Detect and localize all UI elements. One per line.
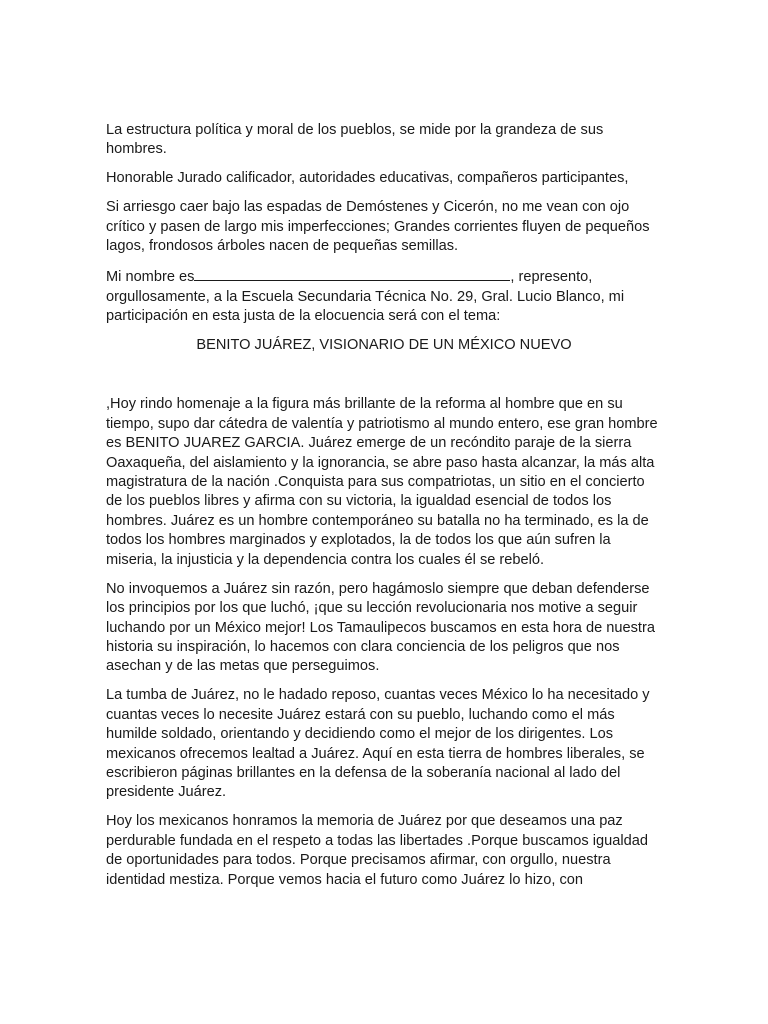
homage-paragraph: ,Hoy rindo homenaje a la figura más brillante de la reforma al hombre que en su tiempo, supo dar cátedra de valentía y patriotismo al mundo entero, ese gran hombre es BENITO JUAREZ GARCIA. Juárez emerge de un recóndito paraje de la sierra Oaxaqueña, del aislamiento y la ignorancia, se abre paso hasta alcanzar, la más alta magistratura de la nación .Conquista para sus compatriotas, un sitio en el concierto de los pueblos libres y afirma con su victoria, la igualdad esencial de todos los hombres. Juárez es un hombre contemporáneo su batalla no ha terminado, es la de todos los hombres marginados y explotados, la de todos los que aún sufren la miseria, la injusticia y la dependencia contra los cuales él se rebeló. bbox=[106, 396, 658, 568]
introduction-rest: , represento, orgullosamente, a la Escuela Secundaria Técnica No. 29, Gral. Lucio Blanco, mi participación en esta justa de la elocuencia será con el tema: bbox=[106, 269, 625, 325]
introduction-paragraph bbox=[106, 266, 662, 326]
tomb-paragraph: La tumba de Juárez, no le hadado reposo, cuantas veces México lo ha necesitado y cuantas veces lo necesite Juárez estará con su pueblo, luchando como el más humilde soldado, orientando y decidiendo como el mejor de los dirigentes. Los mexicanos ofrecemos lealtad a Juárez. Aquí en esta tierra de hombres liberales, se escribieron páginas brillantes en la defensa de la soberanía nacional al lado del presidente Juárez. bbox=[106, 687, 650, 801]
speech-title: BENITO JUÁREZ, VISIONARIO DE UN MÉXICO NUEVO bbox=[196, 337, 572, 354]
document-body bbox=[106, 121, 662, 900]
memory-paragraph: Hoy los mexicanos honramos la memoria de Juárez por que deseamos una paz perdurable fundada en el respeto a todas las libertades .Porque buscamos igualdad de oportunidades para todos. Porque precisamos afirmar, con orgullo, nuestra identidad mestiza. Porque vemos hacia el futuro como Juárez lo hizo, con bbox=[106, 813, 648, 888]
principles-paragraph: No invoquemos a Juárez sin razón, pero hagámoslo siempre que deban defenderse los principios por los que luchó, ¡que su lección revolucionaria nos motive a seguir luchando por un México mejor! Los Tamaulipecos buscamos en esta hora de nuestra historia su inspiración, lo hacemos con clara conciencia de los peligros que nos asechan y de las metas que perseguimos. bbox=[106, 580, 655, 675]
humility-paragraph: Si arriesgo caer bajo las espadas de Demóstenes y Cicerón, no me vean con ojo crítico y pasen de largo mis imperfecciones; Grandes corrientes fluyen de pequeños lagos, frondosos árboles nacen de pequeñas semillas. bbox=[106, 199, 650, 255]
name-prefix: Mi nombre es bbox=[106, 269, 195, 286]
salutation-paragraph: Honorable Jurado calificador, autoridades educativas, compañeros participantes, bbox=[106, 170, 629, 187]
opening-paragraph: La estructura política y moral de los pueblos, se mide por la grandeza de sus hombres. bbox=[106, 122, 604, 158]
name-blank-line bbox=[194, 266, 510, 281]
